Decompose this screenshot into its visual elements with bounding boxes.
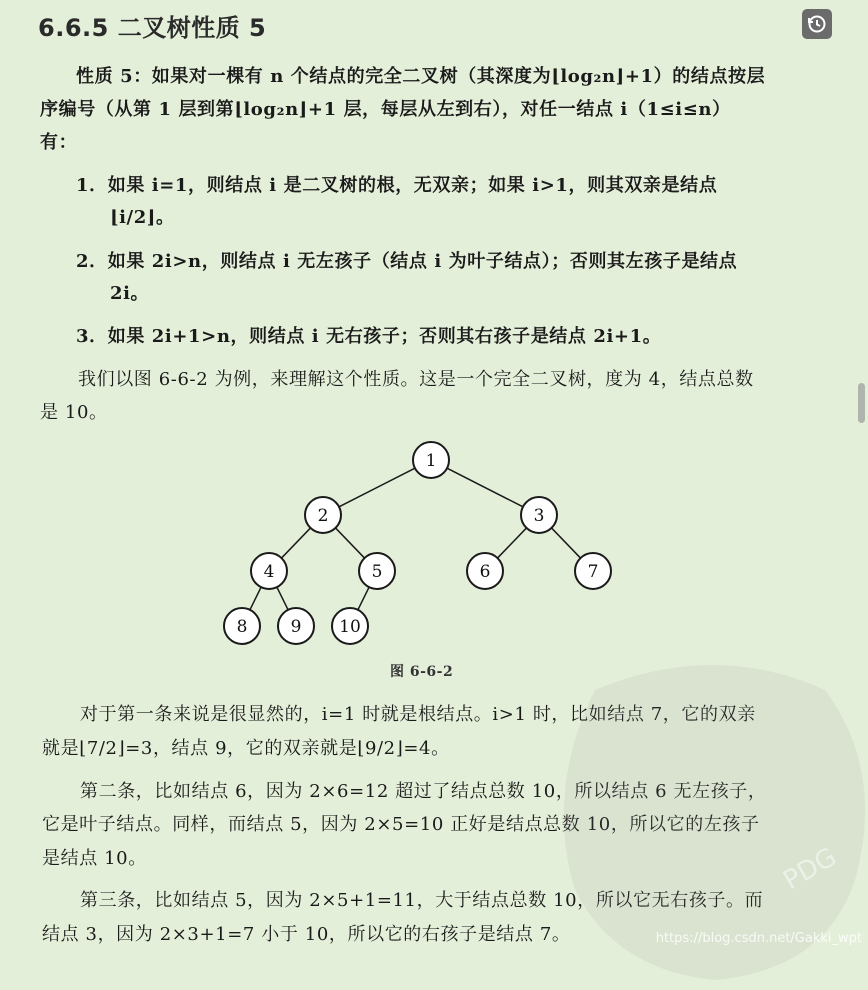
- tree-node-label: 7: [587, 562, 599, 582]
- explain-line: 对于第一条来说是很显然的，i=1 时就是根结点。i>1 时，比如结点 7，它的双亲: [80, 704, 756, 725]
- explain-line: 第三条，比如结点 5，因为 2×5+1=11，大于结点总数 10，所以它无右孩子。而: [80, 890, 764, 911]
- explain-line: 就是⌊7/2⌋=3，结点 9，它的双亲就是⌊9/2⌋=4。: [42, 738, 450, 759]
- rule-line: ⌊i/2⌋。: [110, 207, 175, 228]
- tree-node-9: [278, 608, 314, 644]
- tree-node-1: [413, 442, 449, 478]
- tree-edge-5-10: [358, 587, 369, 610]
- tree-node-4: [251, 553, 287, 589]
- tree-node-2: [305, 497, 341, 533]
- tree-node-label: 8: [236, 617, 248, 637]
- explain-line: 是结点 10。: [42, 848, 147, 869]
- rule-line: 2．如果 2i>n，则结点 i 无左孩子（结点 i 为叶子结点）；否则其左孩子是结点: [76, 251, 738, 272]
- rule-line: 2i。: [110, 283, 150, 304]
- tree-edge-4-8: [250, 587, 261, 610]
- section-number: 6.6.5: [38, 14, 109, 42]
- tree-node-label: 2: [317, 506, 329, 526]
- intro-line: 是 10。: [40, 402, 108, 423]
- figure-caption: 图 6-6-2: [390, 664, 454, 680]
- tree-edge-3-6: [497, 528, 526, 558]
- tree-node-10: [332, 608, 368, 644]
- tree-node-8: [224, 608, 260, 644]
- property-line: 有：: [40, 132, 78, 153]
- intro-line: 我们以图 6-6-2 为例，来理解这个性质。这是一个完全二叉树，度为 4，结点总数: [78, 369, 754, 390]
- tree-edge-4-9: [277, 587, 288, 610]
- tree-node-6: [467, 553, 503, 589]
- tree-node-label: 1: [425, 451, 437, 471]
- tree-node-label: 10: [339, 617, 361, 637]
- tree-node-label: 9: [290, 617, 302, 637]
- explain-line: 第二条，比如结点 6，因为 2×6=12 超过了结点总数 10，所以结点 6 无左孩子，: [80, 781, 767, 802]
- source-watermark: https://blog.csdn.net/Gakki_wpt: [655, 931, 862, 946]
- tree-edge-2-4: [281, 528, 310, 558]
- tree-edge-3-7: [551, 528, 580, 558]
- tree-edge-2-5: [335, 528, 364, 558]
- tree-edge-1-2: [339, 468, 415, 507]
- tree-node-3: [521, 497, 557, 533]
- section-title: 二叉树性质 5: [117, 14, 267, 42]
- tree-edge-1-3: [447, 468, 523, 507]
- tree-node-label: 5: [371, 562, 383, 582]
- explain-line: 结点 3，因为 2×3+1=7 小于 10，所以它的右孩子是结点 7。: [42, 924, 571, 945]
- tree-node-label: 6: [479, 562, 491, 582]
- property-line: 序编号（从第 1 层到第⌊log₂n⌋+1 层，每层从左到右），对任一结点 i（1≤i≤n）: [40, 99, 731, 120]
- stamp-text: PDG: [778, 842, 842, 897]
- tree-node-5: [359, 553, 395, 589]
- rule-line: 3．如果 2i+1>n，则结点 i 无右孩子；否则其右孩子是结点 2i+1。: [76, 326, 662, 347]
- property-line: 性质 5：如果对一棵有 n 个结点的完全二叉树（其深度为⌊log₂n⌋+1）的结点按层: [76, 66, 766, 87]
- rule-line: 1．如果 i=1，则结点 i 是二叉树的根，无双亲；如果 i>1，则其双亲是结点: [76, 175, 718, 196]
- tree-node-label: 3: [533, 506, 545, 526]
- explain-line: 它是叶子结点。同样，而结点 5，因为 2×5=10 正好是结点总数 10，所以它的左孩子: [42, 814, 760, 835]
- tree-node-label: 4: [263, 562, 275, 582]
- tree-node-7: [575, 553, 611, 589]
